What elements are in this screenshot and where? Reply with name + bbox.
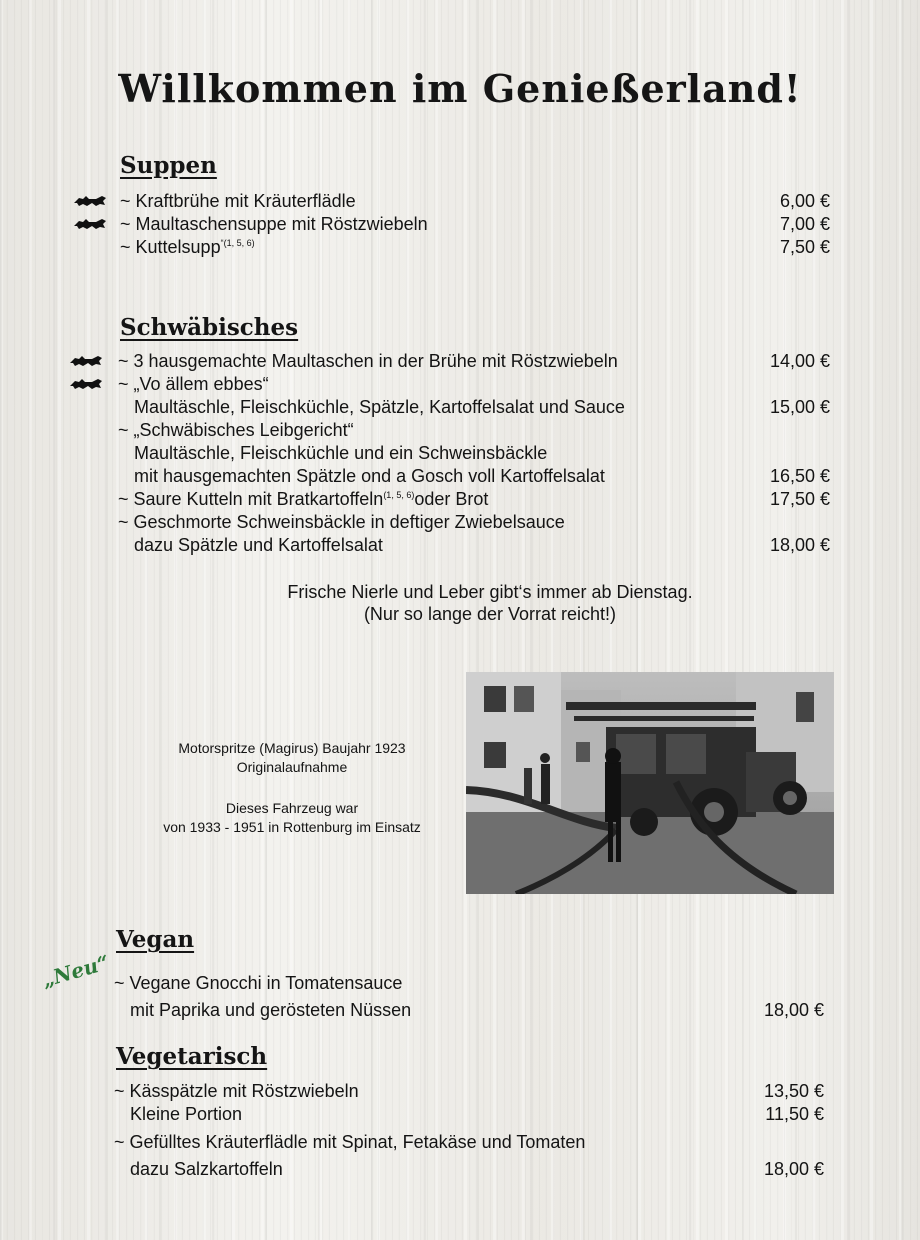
page-title: Willkommen im Genießerland!: [118, 66, 802, 111]
menu-item-name: ~ Saure Kutteln mit Bratkartoffeln: [118, 489, 384, 509]
fire-engine-photo: [466, 672, 834, 894]
menu-item-price: 13,50 €: [763, 1081, 824, 1101]
menu-item: [120, 236, 255, 259]
lion-icon: [68, 377, 104, 391]
menu-item-price: 11,50 €: [765, 1104, 824, 1124]
menu-item: ~ „Vo ällem ebbes“: [118, 374, 269, 394]
photo-caption: Originalaufnahme: [236, 759, 348, 775]
menu-item-price: 14,00 €: [769, 351, 830, 371]
info-note: (Nur so lange der Vorrat reicht!): [363, 604, 617, 624]
menu-item: ~ „Schwäbisches Leibgericht“: [118, 420, 354, 440]
menu-item-name: ~ Kuttelsupp: [120, 237, 221, 257]
section-heading-vegetarisch: Vegetarisch: [116, 1043, 268, 1070]
menu-item-price: 15,00 €: [769, 397, 830, 417]
menu-item-price: 18,00 €: [763, 1000, 824, 1020]
menu-item-description: dazu Spätzle und Kartoffelsalat: [134, 535, 383, 555]
menu-item-description: mit Paprika und gerösteten Nüssen: [130, 1000, 412, 1020]
menu-item-price: 17,50 €: [769, 489, 830, 509]
menu-item-price: 7,00 €: [779, 214, 830, 234]
lion-icon: [68, 354, 104, 368]
photo-caption: Dieses Fahrzeug war: [225, 800, 359, 816]
allergen-footnote: “(1, 5, 6): [220, 238, 255, 248]
menu-item-price: 18,00 €: [769, 535, 830, 555]
menu-item: ~ 3 hausgemachte Maultaschen in der Brühe mit Röstzwiebeln: [118, 351, 618, 371]
menu-item-price: 7,50 €: [779, 237, 830, 257]
photo-caption: von 1933 - 1951 in Rottenburg im Einsatz: [163, 819, 421, 835]
menu-item: [118, 488, 488, 511]
section-heading-suppen: Suppen: [120, 152, 217, 179]
menu-item-price: 6,00 €: [779, 191, 830, 211]
menu-item-description: Maultäschle, Fleischküchle, Spätzle, Kartoffelsalat und Sauce: [134, 397, 625, 417]
lion-icon: [72, 217, 108, 231]
menu-item-description: mit hausgemachten Spätzle ond a Gosch voll Kartoffelsalat: [134, 466, 605, 486]
info-note: Frische Nierle und Leber gibt‘s immer ab Dienstag.: [287, 582, 693, 602]
new-badge: „Neu“: [39, 950, 112, 992]
menu-item: ~ Vegane Gnocchi in Tomatensauce: [114, 973, 403, 993]
menu-item-name-suffix: oder Brot: [414, 489, 489, 509]
menu-item: ~ Gefülltes Kräuterflädle mit Spinat, Fetakäse und Tomaten: [114, 1132, 586, 1152]
allergen-footnote: (1, 5, 6): [383, 490, 415, 500]
menu-item: ~ Kässpätzle mit Röstzwiebeln: [114, 1081, 359, 1101]
menu-item: ~ Maultaschensuppe mit Röstzwiebeln: [120, 214, 428, 234]
section-heading-schwaebisches: Schwäbisches: [120, 314, 299, 341]
menu-item-description: dazu Salzkartoffeln: [130, 1159, 283, 1179]
menu-item-description: Kleine Portion: [130, 1104, 243, 1124]
lion-icon: [72, 194, 108, 208]
menu-item-price: 16,50 €: [769, 466, 830, 486]
photo-caption: Motorspritze (Magirus) Baujahr 1923: [178, 740, 406, 756]
section-heading-vegan: Vegan: [116, 926, 195, 953]
menu-item-description: Maultäschle, Fleischküchle und ein Schweinsbäckle: [134, 443, 548, 463]
menu-item: ~ Geschmorte Schweinsbäckle in deftiger Zwiebelsauce: [118, 512, 565, 532]
menu-item-price: 18,00 €: [763, 1159, 824, 1179]
menu-item: ~ Kraftbrühe mit Kräuterflädle: [120, 191, 356, 211]
